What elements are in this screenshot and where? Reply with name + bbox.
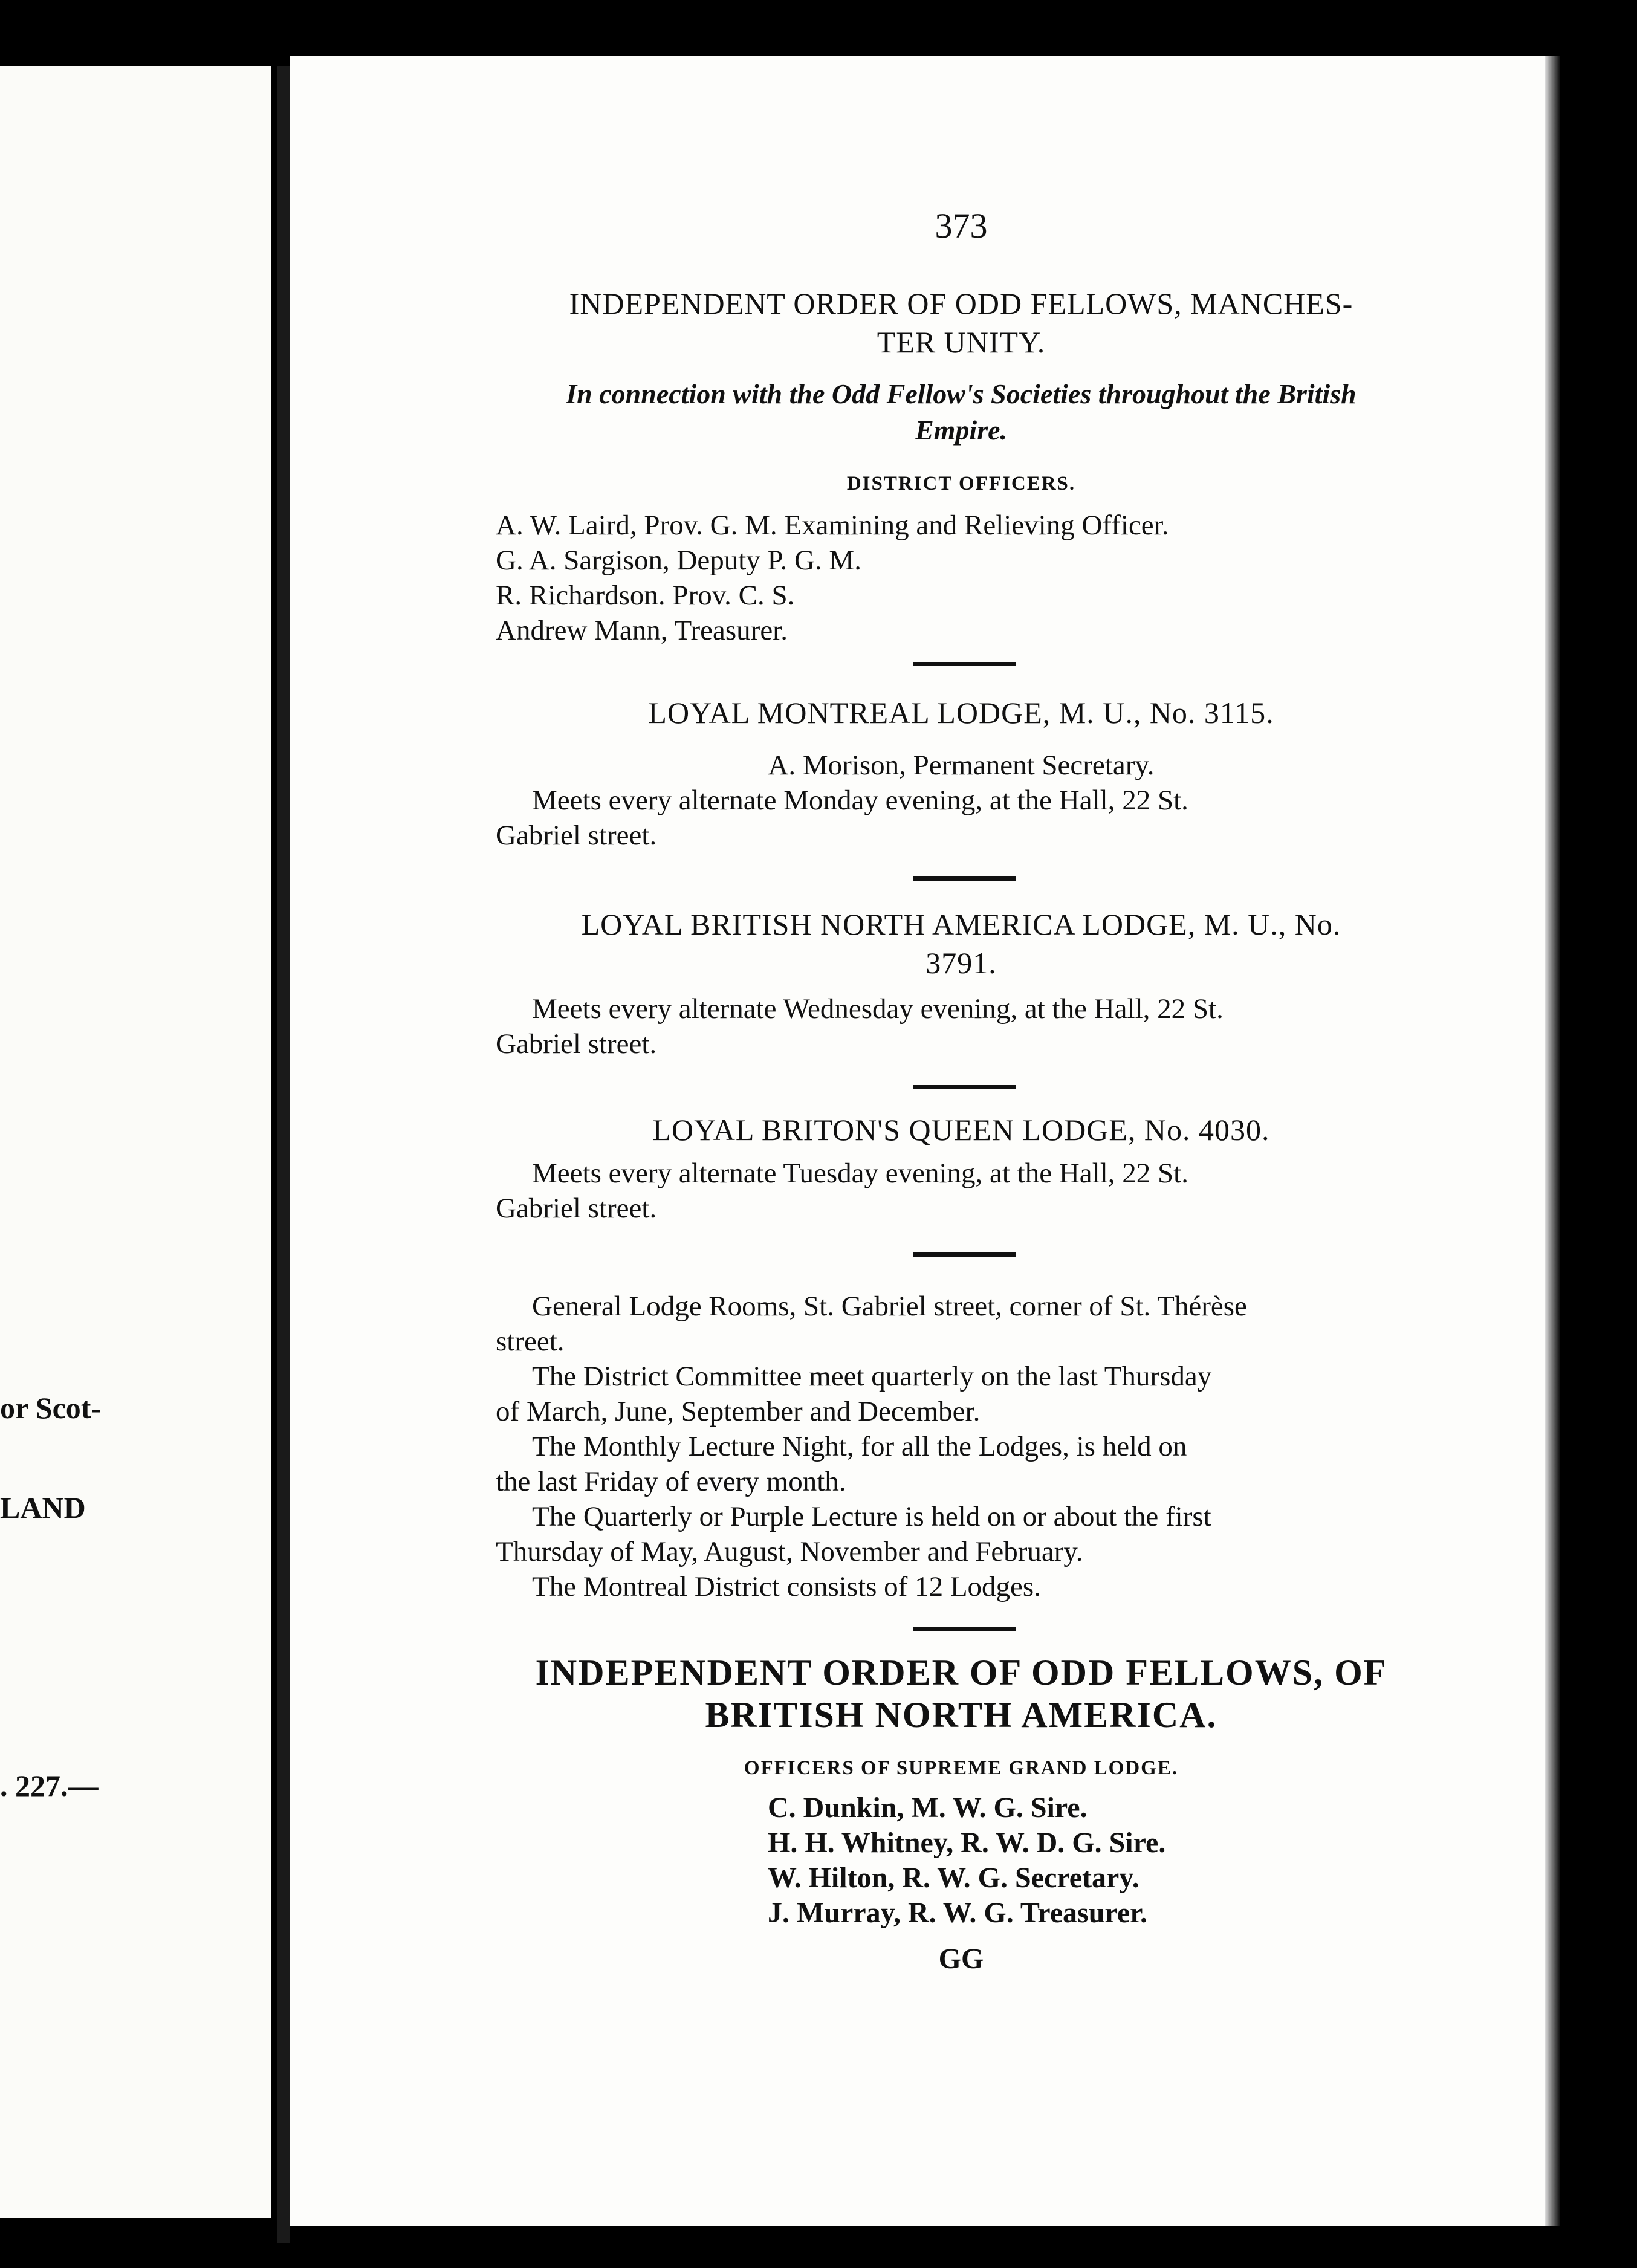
lodge3-meets-line1: Meets every alternate Tuesday evening, at the Hall, 22 St. — [532, 1158, 1188, 1189]
previous-page-strip — [0, 66, 271, 2218]
general-line: Thursday of May, August, November and February. — [496, 1536, 1083, 1567]
divider-rule — [913, 662, 1016, 666]
page-number: 373 — [935, 206, 988, 245]
lodge1-meets — [496, 783, 1427, 853]
lodge1-secretary: A. Morison, Permanent Secretary. — [768, 750, 1155, 781]
lodge1-meets-line1: Meets every alternate Monday evening, at the Hall, 22 St. — [532, 785, 1188, 816]
grand-officer-line: W. Hilton, R. W. G. Secretary. — [768, 1862, 1139, 1894]
section2-title-line1: INDEPENDENT ORDER OF ODD FELLOWS, OF — [535, 1653, 1387, 1693]
section1-title-line1: INDEPENDENT ORDER OF ODD FELLOWS, MANCHES- — [569, 287, 1353, 320]
grand-officer-line: C. Dunkin, M. W. G. Sire. — [768, 1792, 1088, 1824]
lodge1-title: LOYAL MONTREAL LODGE, M. U., No. 3115. — [648, 696, 1274, 730]
grand-officer-line: H. H. Whitney, R. W. D. G. Sire. — [768, 1827, 1166, 1859]
section1-subtitle-line1: In connection with the Odd Fellow's Societies throughout the British — [566, 378, 1357, 409]
section1-subtitle-line2: Empire. — [915, 415, 1008, 446]
lodge2-title — [496, 905, 1427, 982]
lodge2-meets — [496, 991, 1427, 1061]
section1-title — [496, 284, 1427, 361]
supreme-grand-lodge-heading: OFFICERS OF SUPREME GRAND LODGE. — [744, 1757, 1179, 1779]
book-page — [290, 56, 1545, 2226]
lodge2-title-line1: LOYAL BRITISH NORTH AMERICA LODGE, M. U., No. — [581, 907, 1341, 941]
lodge2-meets-line1: Meets every alternate Wednesday evening, at the Hall, 22 St. — [532, 993, 1224, 1025]
district-officers-heading: DISTRICT OFFICERS. — [846, 473, 1076, 494]
left-fragment-3: . 227.— — [0, 1769, 99, 1803]
divider-rule — [913, 876, 1016, 881]
divider-rule — [913, 1627, 1016, 1631]
section2-title — [496, 1651, 1427, 1736]
general-line: The Montreal District consists of 12 Lodges. — [532, 1571, 1041, 1602]
left-fragment-1: or Scot- — [0, 1391, 102, 1425]
general-info — [496, 1289, 1427, 1604]
officer-line: R. Richardson. Prov. C. S. — [496, 580, 795, 611]
general-line: General Lodge Rooms, St. Gabriel street, corner of St. Thérèse — [532, 1291, 1247, 1322]
general-line: The Monthly Lecture Night, for all the Lodges, is held on — [532, 1431, 1187, 1462]
binding-gutter — [277, 66, 290, 2243]
section1-title-line2: TER UNITY. — [877, 325, 1046, 359]
general-line: street. — [496, 1326, 565, 1357]
grand-officer-line: J. Murray, R. W. G. Treasurer. — [768, 1897, 1148, 1929]
lodge3-meets-line2: Gabriel street. — [496, 1193, 657, 1224]
grand-lodge-officers-list — [768, 1790, 1433, 1931]
divider-rule — [913, 1252, 1016, 1257]
general-line: The Quarterly or Purple Lecture is held on or about the first — [532, 1501, 1211, 1532]
general-line: the last Friday of every month. — [496, 1466, 846, 1497]
officer-line: G. A. Sargison, Deputy P. G. M. — [496, 545, 861, 576]
lodge3-meets — [496, 1156, 1427, 1226]
lodge1-meets-line2: Gabriel street. — [496, 820, 657, 851]
page-edge — [1545, 56, 1560, 2226]
left-fragment-2: LAND — [0, 1491, 86, 1524]
officer-line: Andrew Mann, Treasurer. — [496, 615, 788, 646]
divider-rule — [913, 1085, 1016, 1089]
section1-subtitle — [496, 376, 1427, 449]
lodge2-meets-line2: Gabriel street. — [496, 1028, 657, 1060]
signature-mark: GG — [938, 1943, 984, 1975]
lodge2-title-line2: 3791. — [925, 946, 997, 980]
general-line: of March, June, September and December. — [496, 1396, 981, 1427]
lodge3-title: LOYAL BRITON'S QUEEN LODGE, No. 4030. — [652, 1113, 1270, 1147]
district-officers-list — [496, 508, 1427, 648]
section2-title-line2: BRITISH NORTH AMERICA. — [705, 1695, 1217, 1735]
officer-line: A. W. Laird, Prov. G. M. Examining and Relieving Officer. — [496, 510, 1169, 541]
general-line: The District Committee meet quarterly on the last Thursday — [532, 1361, 1212, 1392]
